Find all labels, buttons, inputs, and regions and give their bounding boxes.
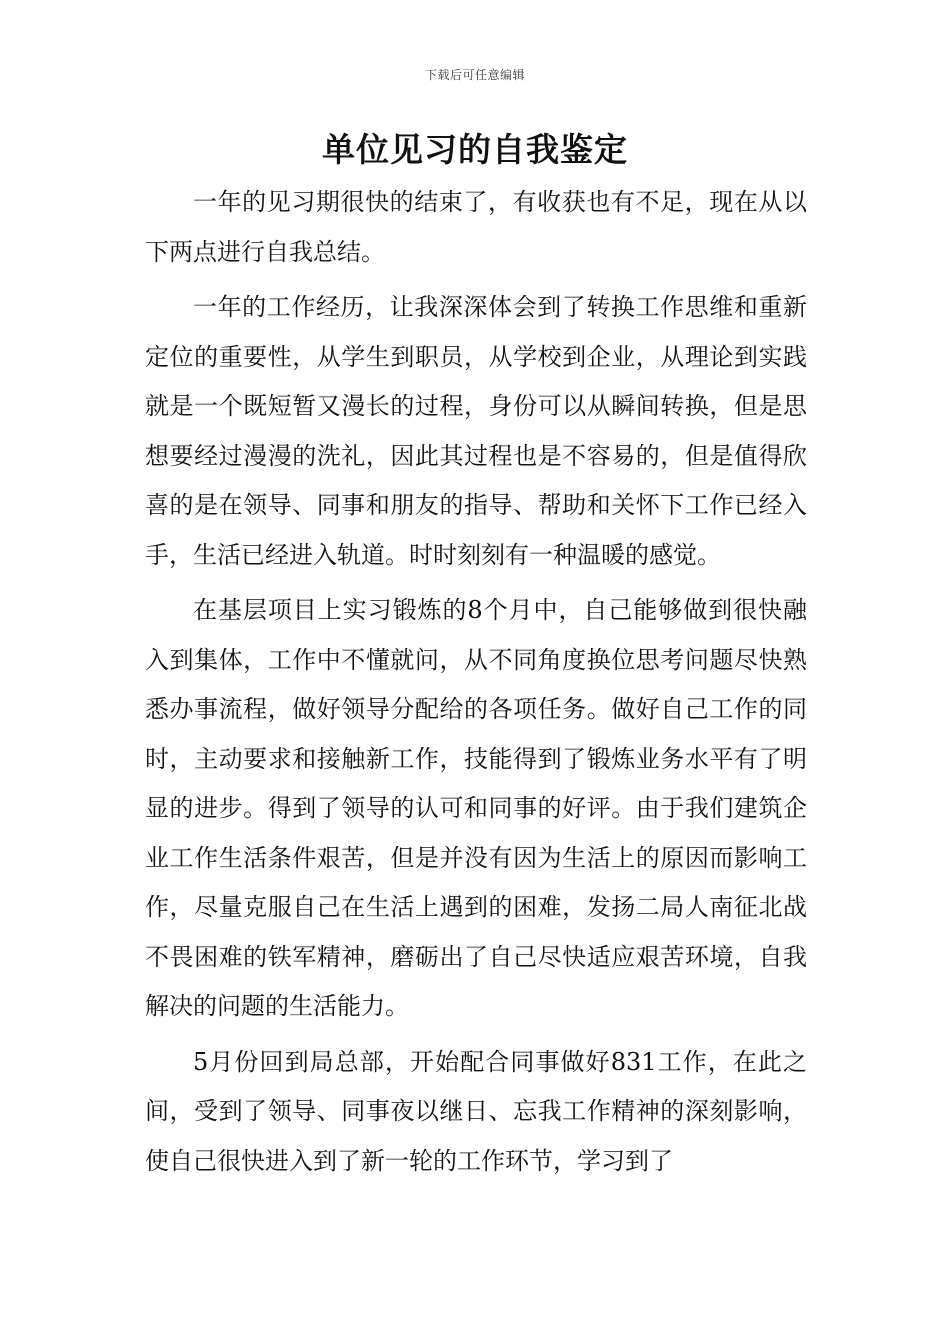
paragraph-2: 一年的工作经历，让我深深体会到了转换工作思维和重新定位的重要性，从学生到职员，从学校到企业，从理论到实践就是一个既短暂又漫长的过程，身份可以从瞬间转换，但是思想要经过漫漫的洗礼，因此其过程也是不容易的，但是值得欣喜的是在领导、同事和朋友的指导、帮助和关怀下工作已经入手，生活已经进入轨道。时时刻刻有一种温暖的感觉。 xyxy=(145,293,807,569)
paragraph-1: 一年的见习期很快的结束了，有收获也有不足，现在从以下两点进行自我总结。 xyxy=(145,188,807,266)
paragraph-4: 5月份回到局总部，开始配合同事做好831工作，在此之间，受到了领导、同事夜以继日、忘我工作精神的深刻影响，使自己很快进入到了新一轮的工作环节，学习到了 xyxy=(145,1047,807,1175)
page-title: 单位见习的自我鉴定 xyxy=(322,130,628,169)
paragraph-3: 在基层项目上实习锻炼的8个月中，自己能够做到很快融入到集体，工作中不懂就问，从不同角度换位思考问题尽快熟悉办事流程，做好领导分配给的各项任务。做好自己工作的同时，主动要求和接触新工作，技能得到了锻炼业务水平有了明显的进步。得到了领导的认可和同事的好评。由于我们建筑企业工作生活条件艰苦，但是并没有因为生活上的原因而影响工作，尽量克服自己在生活上遇到的困难，发扬二局人南征北战不畏困难的铁军精神，磨砺出了自己尽快适应艰苦环境，自我解决的问题的生活能力。 xyxy=(145,596,807,1020)
document-body xyxy=(145,178,807,1192)
header-note: 下载后可任意编辑 xyxy=(424,68,525,82)
